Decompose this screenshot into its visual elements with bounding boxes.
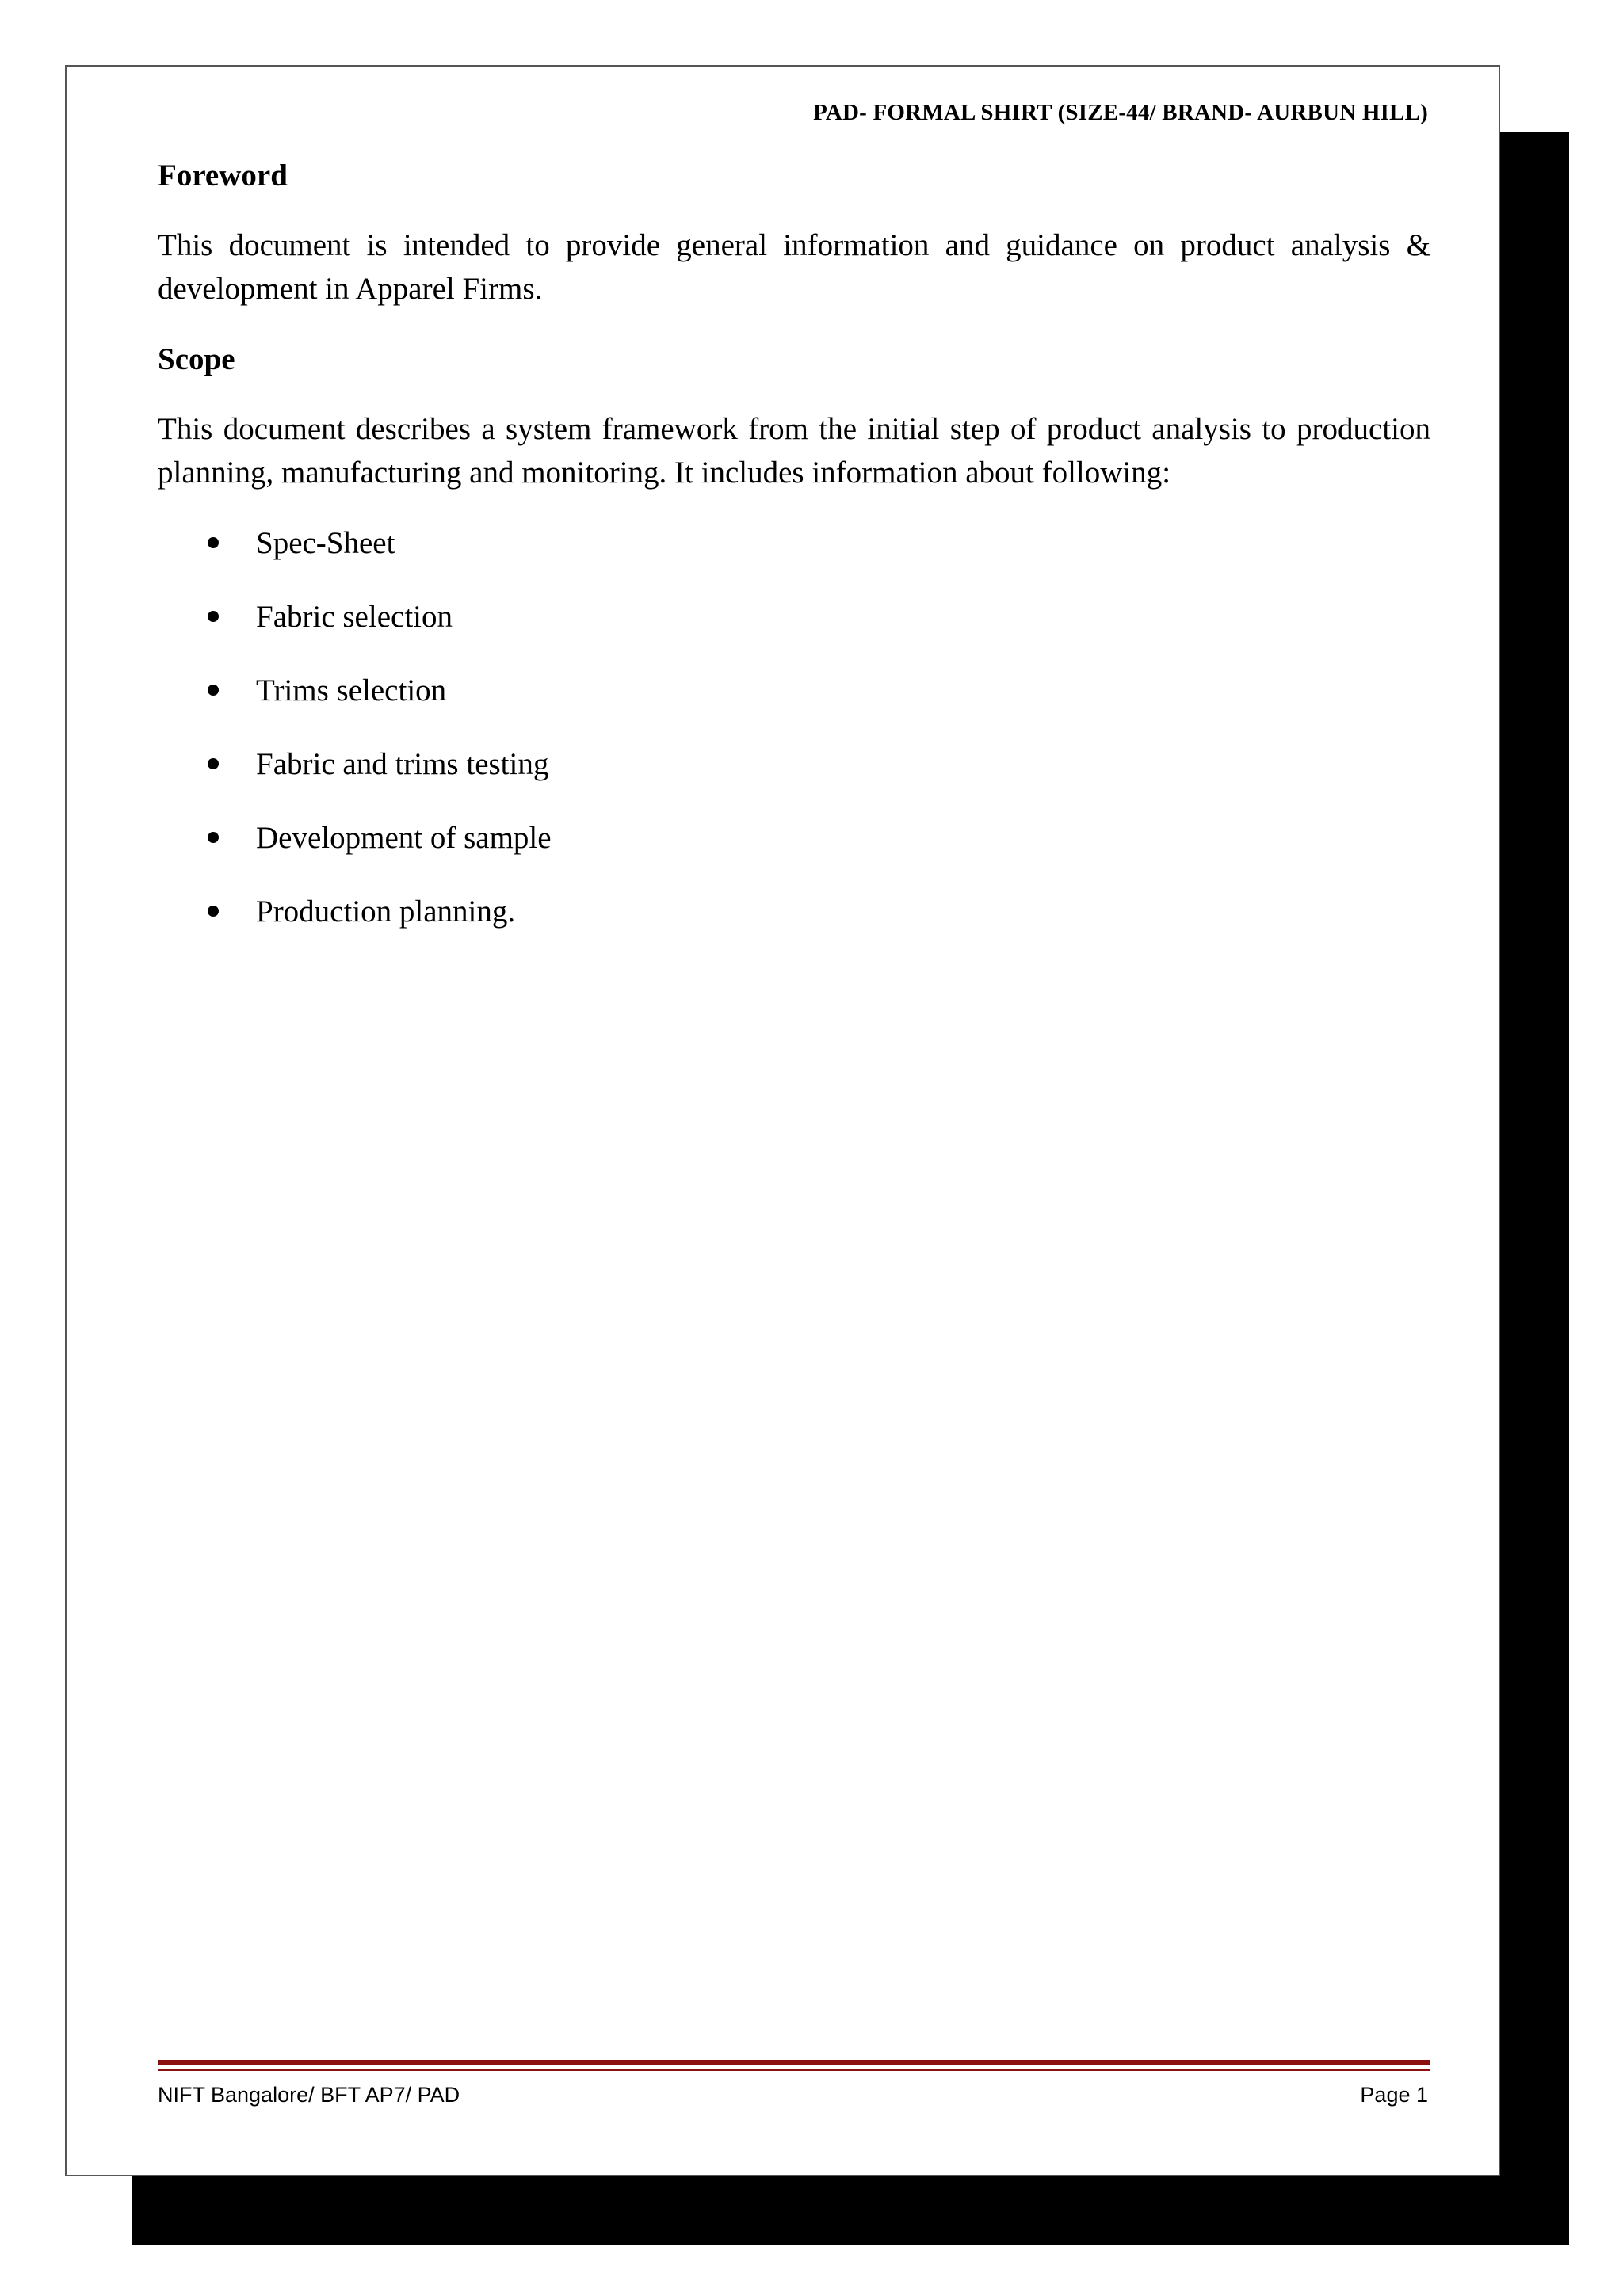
page-header-title: PAD- FORMAL SHIRT (SIZE-44/ BRAND- AURBUN HILL) — [813, 100, 1428, 125]
list-item-text: Development of sample — [256, 821, 552, 855]
list-item — [158, 890, 1430, 963]
page-number: Page 1 — [1360, 2083, 1428, 2107]
footer-left-text: NIFT Bangalore/ BFT AP7/ PAD — [158, 2083, 460, 2107]
scope-heading: Scope — [158, 342, 235, 376]
list-item-text: Fabric selection — [256, 600, 453, 634]
bullet-icon — [208, 685, 219, 696]
foreword-paragraph: This document is intended to provide general information and guidance on product analysis & development in Apparel Firms. — [158, 228, 1430, 306]
list-item-text: Fabric and trims testing — [256, 747, 549, 781]
bullet-icon — [208, 611, 219, 622]
bullet-icon — [208, 758, 219, 769]
page-content — [158, 154, 1430, 963]
foreword-heading: Foreword — [158, 158, 288, 193]
scope-bullet-list — [158, 521, 1430, 963]
footer-rule — [158, 2060, 1430, 2065]
list-item — [158, 521, 1430, 595]
bullet-icon — [208, 537, 219, 548]
list-item — [158, 742, 1430, 816]
bullet-icon — [208, 832, 219, 843]
footer-rule-thin — [158, 2069, 1430, 2071]
list-item-text: Production planning. — [256, 894, 516, 929]
list-item-text: Trims selection — [256, 673, 447, 707]
list-item — [158, 816, 1430, 890]
bullet-icon — [208, 906, 219, 917]
list-item — [158, 669, 1430, 742]
document-page — [65, 65, 1500, 2176]
scope-paragraph: This document describes a system framework from the initial step of product analysis to production planning, manufacturing and monitoring. It includes information about following: — [158, 412, 1430, 490]
list-item — [158, 595, 1430, 669]
list-item-text: Spec-Sheet — [256, 526, 395, 560]
